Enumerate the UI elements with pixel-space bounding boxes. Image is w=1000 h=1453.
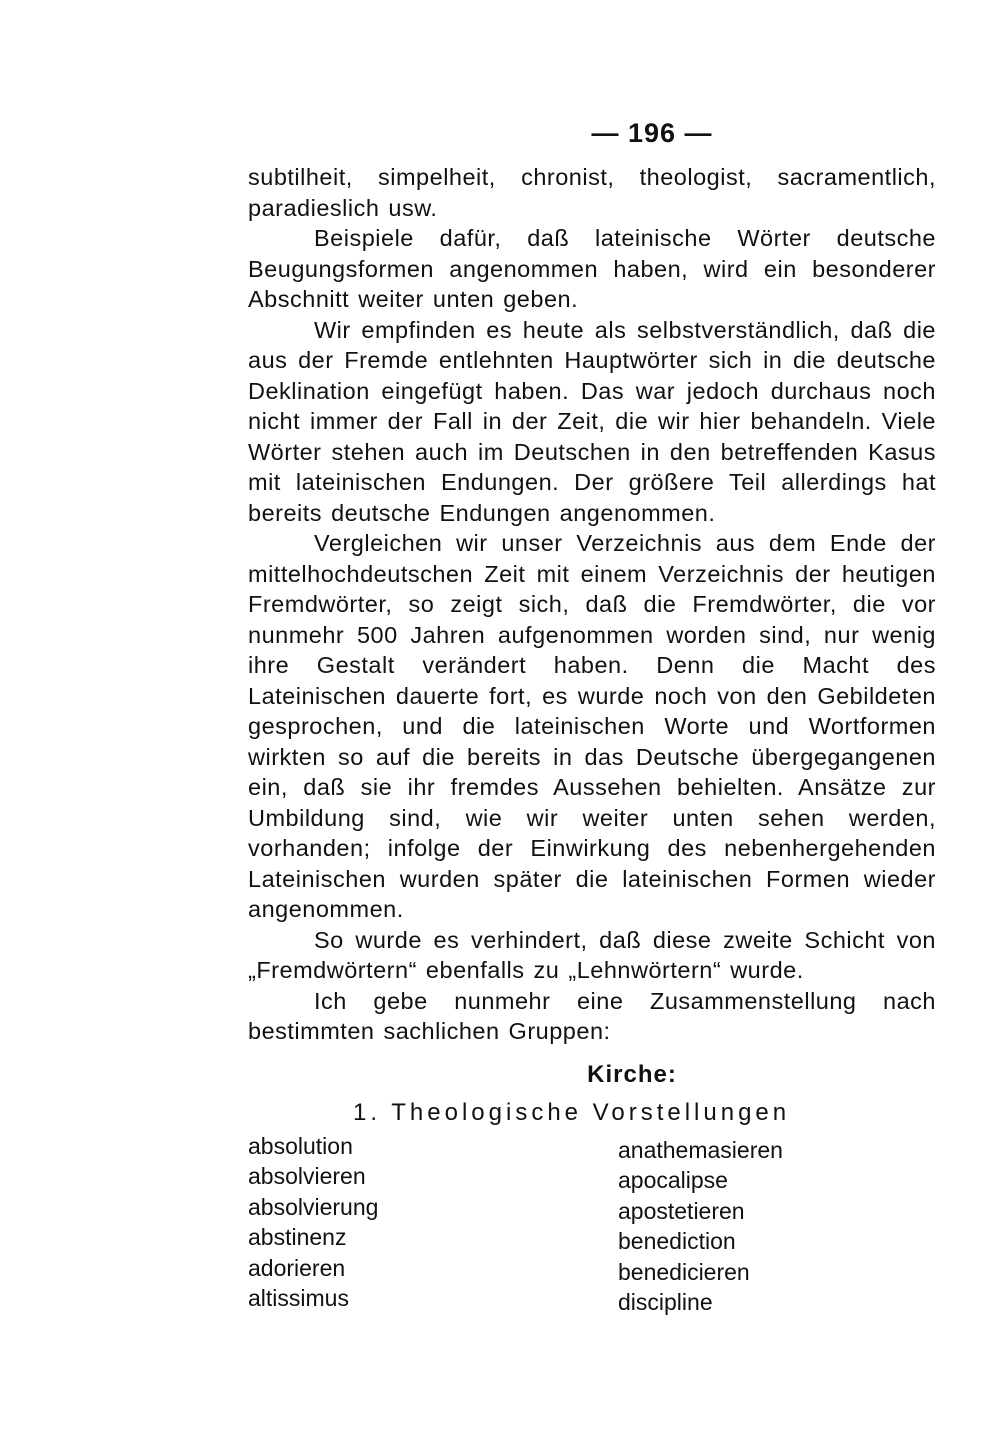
- section-title: Kirche:: [587, 1060, 677, 1088]
- word-list: [248, 1131, 936, 1318]
- book-page: [248, 118, 936, 1318]
- subsection-title: 1. Theologische Vorstellungen: [353, 1098, 791, 1126]
- word-list-item: abstinenz: [248, 1224, 347, 1250]
- body-text: [248, 162, 936, 1047]
- paragraph: Vergleichen wir unser Verzeichnis aus dem Ende der mittelhochdeutschen Zeit mit einem Verzeichnis der heutigen Fremdwörter, so zeigt sich, daß die Fremdwörter, die vor nunmehr 500 Jahren aufgenommen worden sind, nur wenig ihre Gestalt verändert haben. Denn die Macht des Lateinischen dauerte fort, es wurde noch von den Gebildeten gesprochen, und die lateinischen Worte und Wortformen wirkten so auf die bereits in das Deutsche übergegangenen ein, daß sie ihr fremdes Aussehen behielten. Ansätze zur Umbildung sind, wie wir weiter unten sehen werden, vorhanden; infolge der Einwirkung des nebenhergehenden Lateinischen wurden später die lateinischen Formen wieder angenommen.: [248, 530, 936, 922]
- paragraph: Wir empfinden es heute als selbstverständlich, daß die aus der Fremde entlehnten Hauptwörter sich in die deutsche Deklination eingefügt haben. Das war jedoch durchaus noch nicht immer der Fall in der Zeit, die wir hier behandeln. Viele Wörter stehen auch im Deutschen in den betreffenden Kasus mit lateinischen Endungen. Der größere Teil allerdings hat bereits deutsche Endungen angenommen.: [248, 316, 936, 526]
- word-list-item: discipline: [618, 1289, 713, 1315]
- word-list-item: absolution: [248, 1132, 353, 1159]
- word-list-item: absolvieren: [248, 1163, 366, 1189]
- word-column-right: [618, 1131, 936, 1318]
- word-column-left: [248, 1131, 618, 1318]
- page-number: — 196 —: [591, 118, 713, 148]
- word-list-item: benediction: [618, 1228, 736, 1254]
- paragraph: Ich gebe nunmehr eine Zusammenstellung nach bestimmten sachlichen Gruppen:: [248, 987, 936, 1044]
- word-list-item: adorieren: [248, 1254, 346, 1281]
- word-list-item: apocalipse: [618, 1167, 728, 1193]
- word-list-item: anathemasieren: [618, 1136, 783, 1163]
- paragraph: subtilheit, simpelheit, chronist, theologist, sacramentlich, paradieslich usw.: [248, 164, 936, 221]
- word-list-item: altissimus: [248, 1285, 349, 1311]
- word-list-item: benedicieren: [618, 1258, 750, 1285]
- paragraph: Beispiele dafür, daß lateinische Wörter deutsche Beugungsformen angenommen haben, wird ein besonderer Abschnitt weiter unten geben.: [248, 225, 936, 312]
- paragraph: So wurde es verhindert, daß diese zweite Schicht von „Fremdwörtern“ ebenfalls zu „Lehnwörtern“ wurde.: [248, 926, 936, 983]
- word-list-item: apostetieren: [618, 1197, 745, 1224]
- word-list-item: absolvierung: [248, 1193, 379, 1220]
